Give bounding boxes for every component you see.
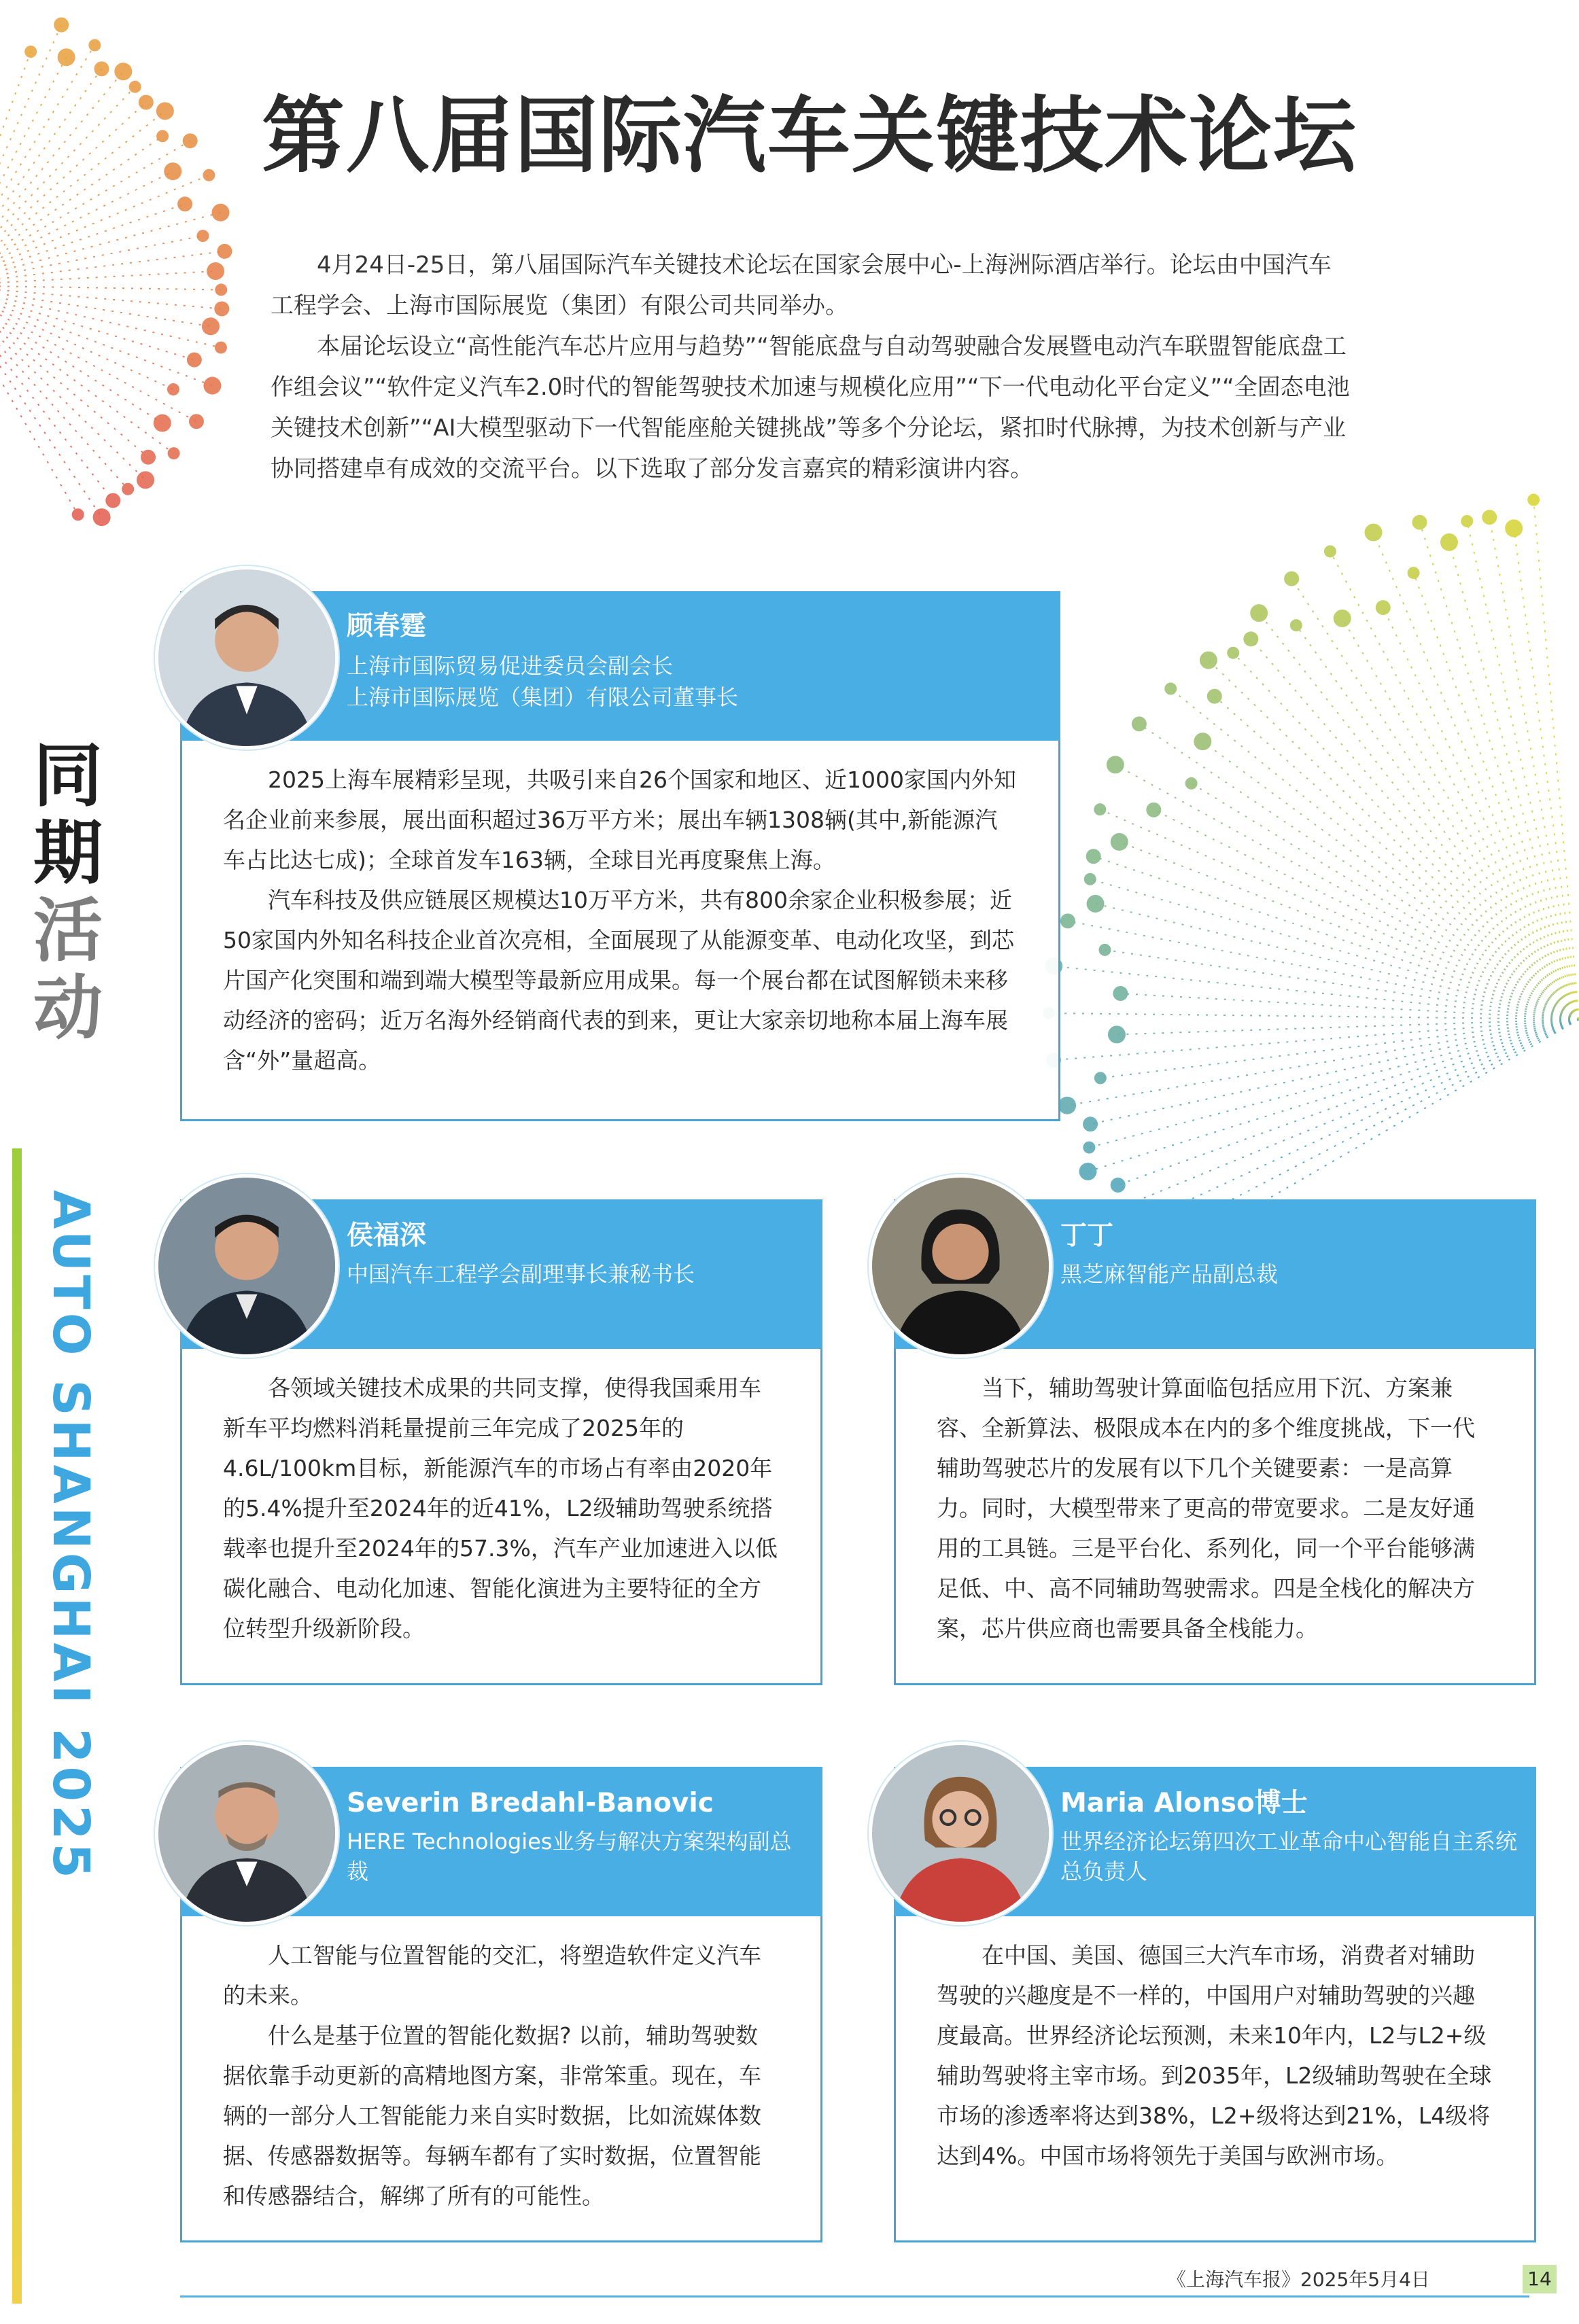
burst-dot <box>215 283 227 296</box>
burst-ray <box>1192 784 1579 1019</box>
speaker-name: 丁丁 <box>1060 1220 1114 1251</box>
burst-dot <box>1083 1142 1095 1154</box>
burst-ray <box>1089 1019 1579 1148</box>
burst-ray <box>0 285 221 347</box>
speaker-photo <box>155 566 339 750</box>
burst-dot <box>156 130 169 142</box>
burst-ray <box>1419 523 1579 1019</box>
burst-dot <box>88 39 101 52</box>
burst-ray <box>0 285 145 480</box>
burst-dot <box>154 414 171 432</box>
burst-dot <box>1060 913 1075 928</box>
burst-ray <box>1096 904 1579 1019</box>
burst-dot <box>214 301 229 316</box>
section-char: 活 <box>33 890 103 972</box>
burst-dot <box>1094 803 1106 815</box>
speaker-photo <box>869 1174 1052 1358</box>
burst-dot <box>1185 777 1198 790</box>
burst-dot <box>1086 849 1101 864</box>
burst-ray <box>0 285 194 360</box>
speaker-title-2: 上海市国际展览（集团）有限公司董事长 <box>347 684 739 710</box>
burst-dot <box>1146 803 1161 817</box>
speaker-speech <box>894 1349 1536 1685</box>
burst-dot <box>1113 986 1128 1001</box>
burst-ray <box>1067 1019 1579 1106</box>
burst-ray <box>1115 764 1579 1019</box>
speaker-card-ding <box>894 1199 1536 1685</box>
burst-ray <box>0 285 128 489</box>
burst-dot <box>1207 689 1222 704</box>
burst-dot <box>177 196 192 211</box>
speaker-speech <box>894 1916 1536 2242</box>
burst-dot <box>203 377 221 395</box>
section-char: 动 <box>33 968 103 1049</box>
burst-dot <box>1079 1163 1096 1180</box>
burst-ray <box>0 285 212 386</box>
auto-shanghai-text: AUTO SHANGHAI 2025 <box>41 1190 100 1882</box>
intro-paragraph-2: 本届论坛设立“高性能汽车芯片应用与趋势”“智能底盘与自动驾驶融合发展暨电动汽车联盟智能底盘工作组会议”“软件定义汽车2.0时代的智能驾驶技术加速与规模化应用”“下一代电动化平台定义”“全固态电池关键技术创新”“AI大模型驱动下一代智能座舱关键挑战”等多个分论坛，紧扣时代脉搏，为技术创新与产业协同搭建卓有成效的交流平台。以下选取了部分发言嘉宾的精彩演讲内容。 <box>271 333 1350 482</box>
burst-dot <box>215 341 227 353</box>
burst-dot <box>207 262 224 280</box>
burst-dot <box>1107 756 1124 773</box>
burst-dot <box>94 61 109 76</box>
burst-ray <box>0 69 101 285</box>
speaker-photo <box>155 1174 339 1358</box>
burst-ray <box>0 71 123 285</box>
burst-ray <box>1170 689 1579 1019</box>
burst-dot <box>1284 571 1299 586</box>
speech-paragraph: 各领域关键技术成果的共同支撑，使得我国乘用车新车平均燃料消耗量提前三年完成了2025年的4.6L/100km目标，新能源汽车的市场占有率由2020年的5.4%提升至2024年的近41%，L2级辅助驾驶系统搭载率也提升至2024年的57.3%，汽车产业加速进入以低碳化融合、电动化加速、智能化演进为主要特征的全方位转型升级新阶段。 <box>223 1375 778 1642</box>
burst-ray <box>0 236 203 285</box>
burst-ray <box>0 285 78 514</box>
burst-ray <box>0 285 173 389</box>
burst-dot <box>196 230 209 242</box>
burst-ray <box>1118 1019 1579 1185</box>
section-char: 同 <box>33 735 103 817</box>
speaker-speech <box>180 741 1060 1121</box>
person-silhouette-icon <box>158 569 335 746</box>
speech-paragraph: 当下，辅助驾驶计算面临包括应用下沉、方案兼容、全新算法、极限成本在内的多个维度挑战，下一代辅助驾驶芯片的发展有以下几个关键要素：一是高算力。同时，大模型带来了更高的带宽要求。二是友好通用的工具链。三是平台化、系列化，同一个平台能够满足低、中、高不同辅助驾驶需求。四是全栈化的解决方案，芯片供应商也需要具备全栈能力。 <box>937 1375 1475 1642</box>
speaker-card-gu <box>180 591 1060 1121</box>
burst-dot <box>1108 1025 1126 1043</box>
page-title: 第八届国际汽车关键技术论坛 <box>262 88 1357 184</box>
burst-dot <box>1227 647 1239 659</box>
burst-dot <box>1412 515 1427 530</box>
speaker-name: Maria Alonso博士 <box>1060 1788 1308 1818</box>
page-number: 14 <box>1523 2265 1557 2293</box>
burst-dot <box>1132 716 1147 731</box>
burst-dot <box>212 204 230 222</box>
footer-source: 《上海汽车报》2025年5月4日 <box>1167 2268 1430 2291</box>
person-silhouette-icon <box>872 1745 1049 1922</box>
burst-dot <box>189 414 204 429</box>
burst-dot <box>1505 519 1523 537</box>
burst-dot <box>164 162 181 180</box>
burst-dot <box>1324 545 1336 557</box>
burst-ray <box>1215 697 1579 1019</box>
speaker-card-maria <box>894 1767 1536 2242</box>
person-silhouette-icon <box>872 1178 1049 1354</box>
speaker-speech <box>180 1349 822 1685</box>
footer-rule <box>180 2295 1529 2297</box>
burst-ray <box>1233 653 1579 1019</box>
speech-paragraph: 汽车科技及供应链展区规模达10万平方米，共有800余家企业积极参展；近50家国内外知名科技企业首次亮相，全面展现了从能源变革、电动化攻坚，到芯片国产化突围和端到端大模型等最新应用成果。每一个展台都在试图解锁未来移动经济的密码；近万名海外经销商代表的到来，更让大家亲切地称本届上海车展含“外”量超高。 <box>223 887 1014 1074</box>
burst-ray <box>0 204 185 285</box>
burst-dot <box>1365 524 1383 542</box>
burst-dot <box>1164 683 1177 695</box>
burst-dot <box>1058 1097 1076 1114</box>
section-label <box>27 737 109 1047</box>
person-silhouette-icon <box>158 1178 335 1354</box>
burst-dot <box>183 133 198 148</box>
burst-ray <box>1251 639 1579 1019</box>
burst-dot <box>168 447 180 459</box>
burst-dot <box>54 18 69 33</box>
burst-ray <box>0 285 174 453</box>
burst-ray <box>1383 608 1579 1019</box>
burst-dot <box>129 81 141 93</box>
burst-ray <box>1374 533 1579 1019</box>
burst-dot <box>72 508 84 521</box>
burst-dot <box>1194 733 1211 750</box>
burst-ray <box>1153 810 1579 1019</box>
burst-dot <box>203 169 215 181</box>
auto-shanghai-label <box>15 1176 127 1896</box>
burst-ray <box>1202 741 1579 1019</box>
burst-dot <box>114 63 132 80</box>
burst-ray <box>1090 1019 1579 1124</box>
burst-dot <box>24 46 37 58</box>
burst-dot <box>1527 494 1540 506</box>
burst-dot <box>1094 1072 1107 1084</box>
burst-dot <box>1376 600 1391 615</box>
speaker-title-1: 上海市国际贸易促进委员会副会长 <box>347 653 674 679</box>
intro-text <box>271 245 1351 489</box>
burst-dot <box>1098 944 1111 956</box>
burst-ray <box>1049 1013 1579 1019</box>
burst-ray <box>0 57 67 285</box>
speaker-name: 顾春霆 <box>347 611 427 641</box>
burst-dot <box>1243 631 1258 646</box>
burst-dot <box>1087 895 1105 913</box>
burst-ray <box>0 52 31 285</box>
burst-dot <box>156 102 174 120</box>
speaker-photo <box>869 1742 1052 1925</box>
burst-ray <box>0 285 211 326</box>
burst-ray <box>0 285 162 423</box>
intro-paragraph-1: 4月24日-25日，第八届国际汽车关键技术论坛在国家会展中心-上海洲际酒店举行。论坛由中国汽车工程学会、上海市国际展览（集团）有限公司共同举办。 <box>271 251 1332 319</box>
burst-ray <box>1120 842 1579 1019</box>
burst-ray <box>1068 921 1579 1019</box>
burst-dot <box>217 244 232 259</box>
speaker-title-1: HERE Technologies业务与解决方案架构副总裁 <box>347 1829 792 1884</box>
speaker-title-1: 中国汽车工程学会副理事长兼秘书长 <box>347 1261 695 1287</box>
speaker-card-hou <box>180 1199 822 1685</box>
burst-ray <box>1090 879 1579 1019</box>
speaker-speech <box>180 1916 822 2242</box>
burst-ray <box>1088 1019 1579 1172</box>
burst-ray <box>0 285 221 289</box>
burst-ray <box>0 103 146 285</box>
burst-dot <box>1083 1116 1098 1131</box>
speech-paragraph: 什么是基于位置的智能化数据? 以前，辅助驾驶数据依靠手动更新的高精地图方案，非常笨重。现在，车辆的一部分人工智能能力来自实时数据，比如流媒体数据、传感器数据等。每辆车都有了实时数据，位置智能和传感器结合，解绑了所有的可能性。 <box>223 2022 761 2209</box>
burst-ray <box>1330 551 1579 1019</box>
burst-ray <box>1139 724 1579 1019</box>
burst-dot <box>1334 610 1351 627</box>
burst-dot <box>187 353 202 368</box>
speech-paragraph: 2025上海车展精彩呈现，共吸引来自26个国家和地区、近1000家国内外知名企业前来参展，展出面积超过36万平方米；展出车辆1308辆(其中,新能源汽车占比达七成)；全球首发车163辆，全球目光再度聚焦上海。 <box>223 767 1016 873</box>
burst-dot <box>1250 604 1268 622</box>
burst-dot <box>1111 1178 1126 1193</box>
burst-ray <box>1094 1019 1579 1218</box>
burst-ray <box>0 285 102 517</box>
burst-ray <box>0 25 61 285</box>
burst-ray <box>1054 966 1579 1019</box>
burst-ray <box>1467 521 1579 1019</box>
burst-ray <box>1100 1019 1579 1078</box>
burst-ray <box>1489 517 1579 1019</box>
burst-dot <box>167 383 179 395</box>
burst-ray <box>1259 613 1579 1019</box>
burst-dot <box>105 493 120 508</box>
speaker-name: Severin Bredahl-Banovic <box>347 1788 714 1818</box>
burst-ray <box>1291 579 1579 1019</box>
burst-dot <box>1111 833 1128 851</box>
burst-dot <box>1084 873 1096 885</box>
burst-ray <box>1094 856 1579 1019</box>
burst-dot <box>58 48 75 66</box>
burst-ray <box>1117 1019 1579 1034</box>
burst-dot <box>139 95 154 110</box>
burst-dot <box>93 508 111 526</box>
burst-ray <box>1105 950 1579 1019</box>
burst-ray <box>0 136 162 285</box>
burst-ray <box>1209 661 1579 1019</box>
burst-dot <box>141 450 156 465</box>
burst-ray <box>1514 528 1579 1019</box>
burst-dot <box>1290 619 1302 631</box>
burst-ray <box>1100 809 1579 1019</box>
burst-dot <box>122 483 134 495</box>
speaker-title-1: 世界经济论坛第四次工业革命中心智能自主系统总负责人 <box>1060 1829 1518 1884</box>
speaker-card-severin <box>180 1767 822 2242</box>
burst-dot <box>1482 510 1497 525</box>
speech-paragraph: 人工智能与位置智能的交汇，将塑造软件定义汽车的未来。 <box>223 1942 761 2009</box>
burst-dot <box>1200 652 1217 669</box>
burst-ray <box>1151 1019 1579 1218</box>
burst-ray <box>0 285 113 501</box>
burst-ray <box>0 213 221 285</box>
section-char: 期 <box>33 813 103 894</box>
burst-dot <box>137 471 154 489</box>
burst-ray <box>0 271 215 285</box>
burst-dot <box>202 317 220 335</box>
burst-ray <box>0 175 209 285</box>
burst-dot <box>1461 515 1473 527</box>
burst-ray <box>1449 542 1579 1019</box>
burst-ray <box>1533 500 1579 1019</box>
burst-ray <box>0 285 196 421</box>
speaker-photo <box>155 1742 339 1925</box>
burst-dot <box>1440 533 1458 551</box>
burst-dot <box>1408 567 1420 579</box>
speaker-name: 侯福深 <box>347 1220 427 1251</box>
speaker-title-1: 黑芝麻智能产品副总裁 <box>1060 1261 1279 1287</box>
burst-ray <box>0 46 94 285</box>
person-silhouette-icon <box>158 1745 335 1922</box>
burst-ray <box>0 141 190 285</box>
speech-paragraph: 在中国、美国、德国三大汽车市场，消费者对辅助驾驶的兴趣度是不一样的，中国用户对辅助驾驶的兴趣度最高。世界经济论坛预测，未来10年内，L2与L2+级辅助驾驶将主宰市场。到2035年，L2级辅助驾驶在全球市场的渗透率将达到38%，L2+级将达到21%，L4级将达到4%。中国市场将领先于美国与欧洲市场。 <box>937 1942 1492 2169</box>
